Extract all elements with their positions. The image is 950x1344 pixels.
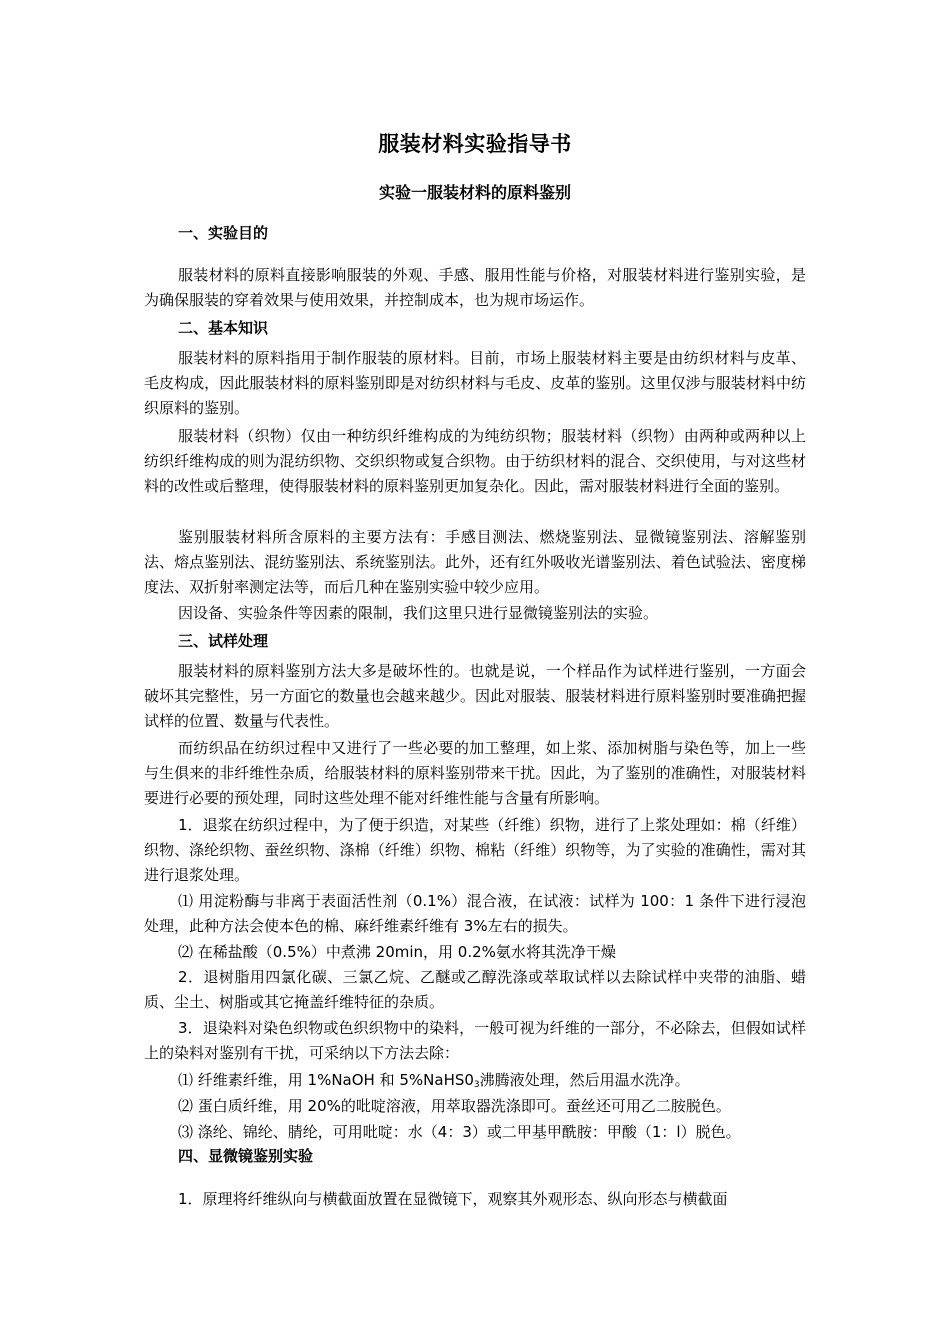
document-title: 服装材料实验指导书 [378,132,572,156]
paragraph-dye-removal: 3．退染料对染色织物或色织织物中的染料，一般可视为纤维的一部分，不必除去，但假如试样上的染料对鉴别有干扰，可采纳以下方法去除： [144,1019,806,1062]
experiment-subtitle: 实验一服装材料的原料鉴别 [378,183,571,202]
section-heading-microscope: 四、显微镜鉴别实验 [178,1147,314,1165]
section-heading-sample-treatment: 三、试样处理 [178,632,269,650]
paragraph-knowledge-4: 因设备、实验条件等因素的限制，我们这里只进行显微镜鉴别法的实验。 [178,604,659,622]
paragraph-knowledge-1: 服装材料的原料指用于制作服装的原材料。目前，市场上服装材料主要是由纺织材料与皮革、毛皮构成，因此服装材料的原料鉴别即是对纺织材料与毛皮、皮革的鉴别。这里仅涉与服装材料中纺织原料的鉴别。 [144,349,806,417]
paragraph-knowledge-3: 鉴别服装材料所含原料的主要方法有：手感目测法、燃烧鉴别法、显微镜鉴别法、溶解鉴别法、熔点鉴别法、混纺鉴别法、系统鉴别法。此外，还有红外吸收光谱鉴别法、着色试验法、密度梯度法、双折射率测定法等，而后几种在鉴别实验中较少应用。 [144,528,806,596]
paragraph-desizing: 1．退浆在纺织过程中，为了便于织造，对某些（纤维）织物，进行了上浆处理如：棉（纤维）织物、涤纶织物、蚕丝织物、涤棉（纤维）织物、棉粘（纤维）织物等，为了实验的准确性，需对其进行退浆处理。 [144,816,806,884]
paragraph-resin-removal: 2．退树脂用四氯化碳、三氯乙烷、乙醚或乙醇洗涤或萃取试样以去除试样中夹带的油脂、蜡质、尘土、树脂或其它掩盖纤维特征的杂质。 [144,968,806,1011]
paragraph-dye-removal-cellulose: ⑴ 纤维素纤维，用 1%NaOH 和 $5\%NaHS0_3$沸腾液处理，然后用温水洗净。 [178,1071,690,1090]
paragraph-treatment-1: 服装材料的原料鉴别方法大多是破坏性的。也就是说，一个样品作为试样进行鉴别，一方面会破坏其完整性，另一方面它的数量也会越来越少。因此对服装、服装材料进行原料鉴别时要准确把握试样的位置、数量与代表性。 [144,662,806,730]
section-heading-knowledge: 二、基本知识 [178,319,269,337]
paragraph-purpose: 服装材料的原料直接影响服装的外观、手感、服用性能与价格，对服装材料进行鉴别实验，是为确保服装的穿着效果与使用效果，并控制成本，也为规市场运作。 [144,266,806,309]
section-heading-purpose: 一、实验目的 [178,224,269,242]
paragraph-desizing-method-2: ⑵ 在稀盐酸（0.5%）中煮沸 20min，用 0.2%氨水将其洗净干燥 [178,943,616,961]
paragraph-dye-removal-protein: ⑵ 蛋白质纤维，用 20%的吡啶溶液，用萃取器洗涤即可。蚕丝还可用乙二胺脱色。 [178,1097,731,1115]
paragraph-treatment-2: 而纺织品在纺织过程中又进行了一些必要的加工整理，如上浆、添加树脂与染色等，加上一些与生俱来的非纤维性杂质，给服装材料的原料鉴别带来干扰。因此，为了鉴别的准确性，对服装材料要进行必要的预处理，同时这些处理不能对纤维性能与含量有所影响。 [144,739,806,807]
paragraph-knowledge-2: 服装材料（织物）仅由一种纺织纤维构成的为纯纺织物；服装材料（织物）由两种或两种以上纺织纤维构成的则为混纺织物、交织织物或复合织物。由于纺织材料的混合、交织使用，与对这些材料的改性或后整理，使得服装材料的原料鉴别更加复杂化。因此，需对服装材料进行全面的鉴别。 [144,427,806,495]
paragraph-dye-removal-synthetic: ⑶ 涤纶、锦纶、腈纶，可用吡啶：水（4：3）或二甲基甲酰胺：甲酸（1：l）脱色。 [178,1123,741,1141]
paragraph-desizing-method-1: ⑴ 用淀粉酶与非离于表面活性剂（0.1%）混合液，在试液：试样为 100：1 条件下进行浸泡处理，此种方法会使本色的棉、麻纤维素纤维有 3%左右的损失。 [144,892,806,935]
paragraph-microscope-principle: 1．原理将纤维纵向与横截面放置在显微镜下，观察其外观形态、纵向形态与横截面 [178,1190,728,1208]
